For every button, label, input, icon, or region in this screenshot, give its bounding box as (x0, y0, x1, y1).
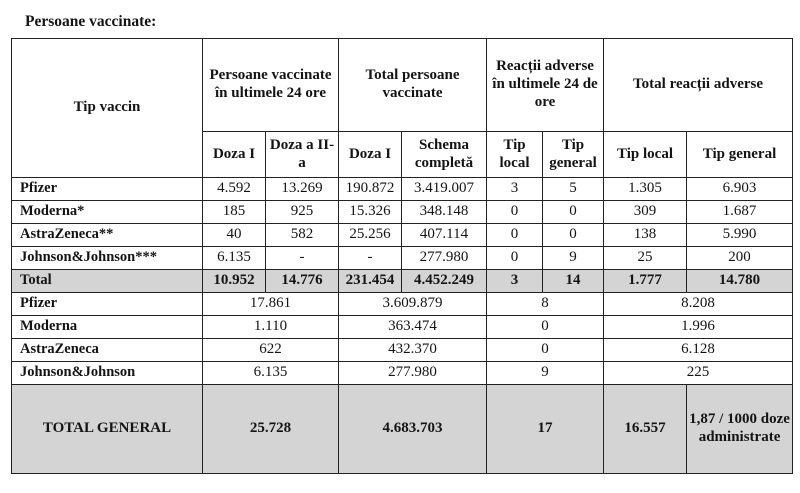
value-cell: 6.135 (203, 362, 339, 385)
value-cell: 0 (543, 224, 604, 247)
value-cell: 1.687 (687, 201, 793, 224)
value-cell: - (266, 247, 339, 270)
value-cell: 185 (203, 201, 266, 224)
vaccine-name: Pfizer (12, 178, 203, 201)
table-row-total (12, 270, 793, 293)
vaccine-name: Moderna (12, 316, 203, 339)
value-cell: 0 (487, 339, 604, 362)
table-row-moderna (12, 201, 793, 224)
vaccine-name: Moderna* (12, 201, 203, 224)
value-cell: 6.128 (604, 339, 793, 362)
value-cell: 3 (487, 270, 543, 293)
value-cell: 14.776 (266, 270, 339, 293)
value-cell: 25.256 (339, 224, 402, 247)
value-cell: 622 (203, 339, 339, 362)
value-cell: 231.454 (339, 270, 402, 293)
header-group-row (12, 39, 793, 132)
col-header-tip-vaccin: Tip vaccin (12, 39, 203, 178)
value-cell: 4.683.703 (339, 385, 487, 474)
value-cell: 9 (487, 362, 604, 385)
summary-row-johnson (12, 362, 793, 385)
table-row-astrazeneca (12, 224, 793, 247)
col-group-adverse-24h: Reacții adverse în ultimele 24 de ore (487, 39, 604, 132)
value-cell: 13.269 (266, 178, 339, 201)
subheader-doza2-24h: Doza a II-a (266, 132, 339, 178)
value-cell: 925 (266, 201, 339, 224)
value-cell: 16.557 (604, 385, 687, 474)
col-group-total-vaccinated: Total persoane vaccinate (339, 39, 487, 132)
page-title: Persoane vaccinate: (25, 13, 157, 30)
col-group-total-adverse: Total reacții adverse (604, 39, 793, 132)
table-row-johnson (12, 247, 793, 270)
value-cell: 25 (604, 247, 687, 270)
value-cell: 40 (203, 224, 266, 247)
value-cell: 15.326 (339, 201, 402, 224)
col-group-vaccinated-24h: Persoane vaccinate în ultimele 24 ore (203, 39, 339, 132)
summary-row-moderna (12, 316, 793, 339)
value-cell: 1.777 (604, 270, 687, 293)
value-cell: 8.208 (604, 293, 793, 316)
value-cell: 1.305 (604, 178, 687, 201)
value-cell: 0 (487, 247, 543, 270)
value-cell: 0 (487, 224, 543, 247)
subheader-tip-general-total: Tip general (687, 132, 793, 178)
value-cell: 582 (266, 224, 339, 247)
value-cell: 4.592 (203, 178, 266, 201)
summary-row-astrazeneca (12, 339, 793, 362)
value-cell: 10.952 (203, 270, 266, 293)
subheader-doza1-24h: Doza I (203, 132, 266, 178)
subheader-tip-local-24h: Tip local (487, 132, 543, 178)
vaccination-table (11, 38, 793, 474)
vaccine-name: Pfizer (12, 293, 203, 316)
value-cell: 8 (487, 293, 604, 316)
value-cell: 5.990 (687, 224, 793, 247)
value-cell: - (339, 247, 402, 270)
vaccine-name: Johnson&Johnson (12, 362, 203, 385)
value-cell: 17 (487, 385, 604, 474)
value-cell: 190.872 (339, 178, 402, 201)
value-cell: 3 (487, 178, 543, 201)
value-cell: 14 (543, 270, 604, 293)
value-cell: 0 (487, 316, 604, 339)
value-cell: 407.114 (402, 224, 487, 247)
value-cell: 200 (687, 247, 793, 270)
value-cell: 3.419.007 (402, 178, 487, 201)
value-cell: 0 (543, 201, 604, 224)
subheader-schema-completa: Schema completă (402, 132, 487, 178)
value-cell: 363.474 (339, 316, 487, 339)
value-cell: 348.148 (402, 201, 487, 224)
vaccine-name: Johnson&Johnson*** (12, 247, 203, 270)
value-cell: 3.609.879 (339, 293, 487, 316)
value-cell: 1.996 (604, 316, 793, 339)
vaccine-name: AstraZeneca (12, 339, 203, 362)
value-cell: 14.780 (687, 270, 793, 293)
subheader-doza1-total: Doza I (339, 132, 402, 178)
value-cell: 1.110 (203, 316, 339, 339)
table-row-total-general (12, 385, 793, 474)
value-cell: 138 (604, 224, 687, 247)
value-cell: 5 (543, 178, 604, 201)
value-cell: 277.980 (339, 362, 487, 385)
value-cell: 309 (604, 201, 687, 224)
value-cell: 225 (604, 362, 793, 385)
total-general-label: TOTAL GENERAL (12, 385, 203, 474)
value-cell: 4.452.249 (402, 270, 487, 293)
value-cell: 6.135 (203, 247, 266, 270)
value-cell: 9 (543, 247, 604, 270)
value-cell: 1,87 / 1000 doze administrate (687, 385, 793, 474)
value-cell: 0 (487, 201, 543, 224)
value-cell: 17.861 (203, 293, 339, 316)
value-cell: 6.903 (687, 178, 793, 201)
subheader-tip-general-24h: Tip general (543, 132, 604, 178)
value-cell: 277.980 (402, 247, 487, 270)
vaccine-name: AstraZeneca** (12, 224, 203, 247)
value-cell: 25.728 (203, 385, 339, 474)
summary-row-pfizer (12, 293, 793, 316)
subheader-tip-local-total: Tip local (604, 132, 687, 178)
table-row-pfizer (12, 178, 793, 201)
total-label: Total (12, 270, 203, 293)
value-cell: 432.370 (339, 339, 487, 362)
